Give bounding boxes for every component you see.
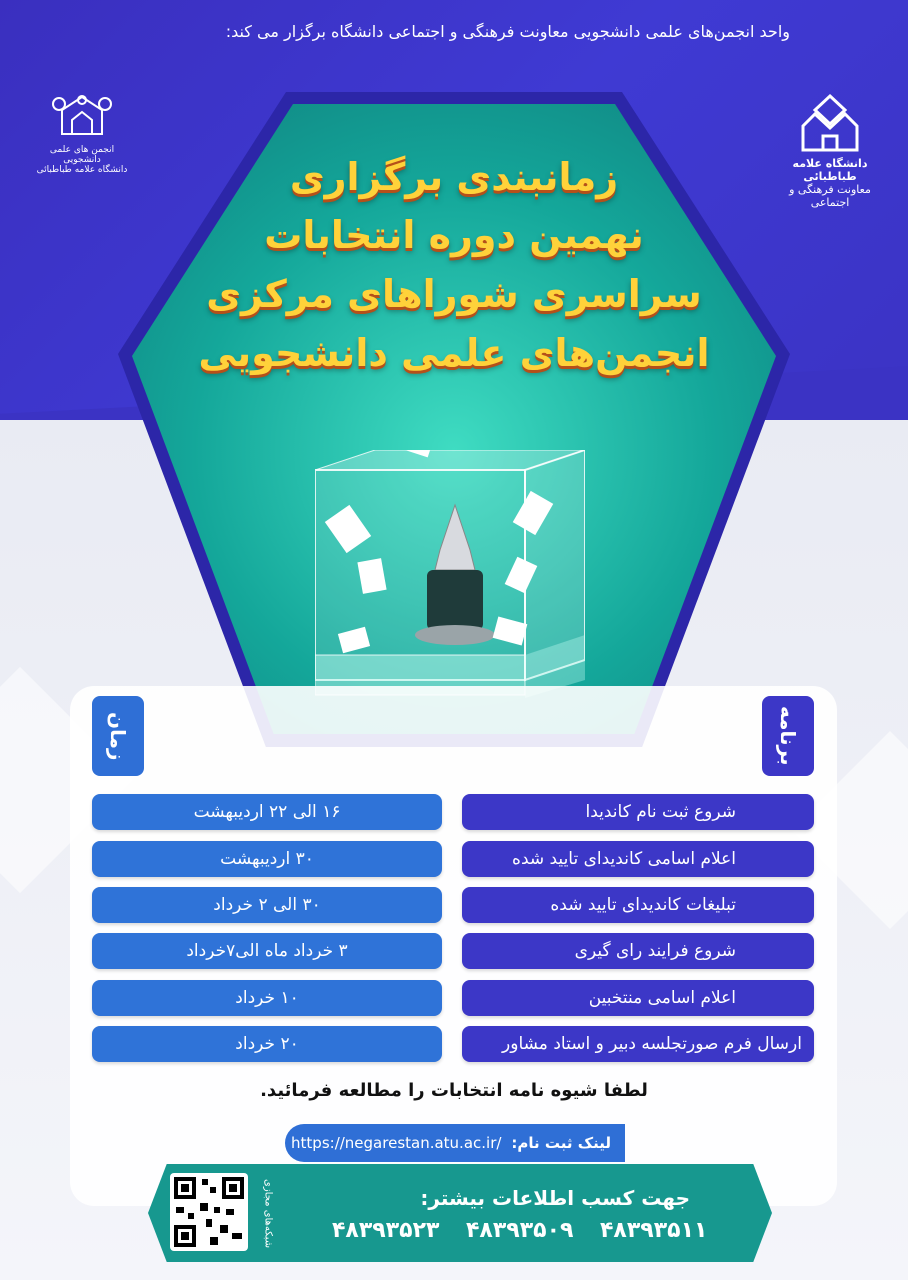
ballot-box-illustration <box>315 450 585 700</box>
time-item: ۳ خرداد ماه الی۷خرداد <box>92 933 442 969</box>
phone-number: ۴۸۳۹۳۵۱۱ <box>600 1218 708 1243</box>
logo-line: انجمن های علمی دانشجویی <box>49 145 115 165</box>
registration-link-bar[interactable] <box>285 1124 625 1162</box>
student-associations-logo <box>32 92 132 175</box>
program-tag: برنامه <box>762 696 814 776</box>
program-item: اعلام اسامی کاندیدای تایید شده <box>462 841 814 877</box>
program-item: شروع ثبت نام کاندیدا <box>462 794 814 830</box>
time-item: ۳۰ اردیبهشت <box>92 841 442 877</box>
time-item: ۱۰ خرداد <box>92 980 442 1016</box>
time-tag: زمان <box>92 696 144 776</box>
pen-body <box>427 570 483 630</box>
associations-emblem-icon <box>47 92 117 142</box>
header-text: واحد انجمن‌های علمی دانشجویی معاونت فرهنگی و اجتماعی دانشگاه برگزار می کند: <box>225 22 790 41</box>
guideline-notice: لطفا شیوه نامه انتخابات را مطالعه فرمائید. <box>260 1080 648 1101</box>
qr-code-icon <box>170 1173 248 1251</box>
program-item: شروع فرایند رای گیری <box>462 933 814 969</box>
logo-line: دانشگاه علامه طباطبائی <box>792 157 868 183</box>
program-item: تبلیغات کاندیدای تایید شده <box>462 887 814 923</box>
time-item: ۲۰ خرداد <box>92 1026 442 1062</box>
university-logo <box>780 92 880 209</box>
title-line-4: انجمن‌های علمی دانشجویی <box>198 331 710 375</box>
time-item: ۱۶ الی ۲۲ اردیبهشت <box>92 794 442 830</box>
phone-number: ۴۸۳۹۳۵۰۹ <box>466 1218 574 1243</box>
registration-link-label: لینک ثبت نام: <box>511 1134 611 1152</box>
logo-line: دانشگاه علامه طباطبائی <box>36 165 128 175</box>
phone-number: ۴۸۳۹۳۵۲۳ <box>332 1218 440 1243</box>
program-item: ارسال فرم صورتجلسه دبیر و استاد مشاور <box>462 1026 814 1062</box>
social-networks-label: شبکه‌های مجازی <box>262 1179 274 1249</box>
title-line-2: نهمین دوره انتخابات <box>264 213 644 257</box>
program-item: اعلام اسامی منتخبین <box>462 980 814 1016</box>
logo-line: معاونت فرهنگی و اجتماعی <box>789 183 871 209</box>
registration-link-url[interactable]: https://negarestan.atu.ac.ir/ <box>291 1134 502 1152</box>
time-item: ۳۰ الی ۲ خرداد <box>92 887 442 923</box>
contact-title: جهت کسب اطلاعات بیشتر: <box>420 1186 690 1210</box>
title-line-3: سراسری شوراهای مرکزی <box>206 272 702 316</box>
title-line-1: زمانبندی برگزاری <box>289 155 619 199</box>
qr-code[interactable] <box>170 1173 248 1251</box>
university-emblem-icon <box>795 92 865 154</box>
